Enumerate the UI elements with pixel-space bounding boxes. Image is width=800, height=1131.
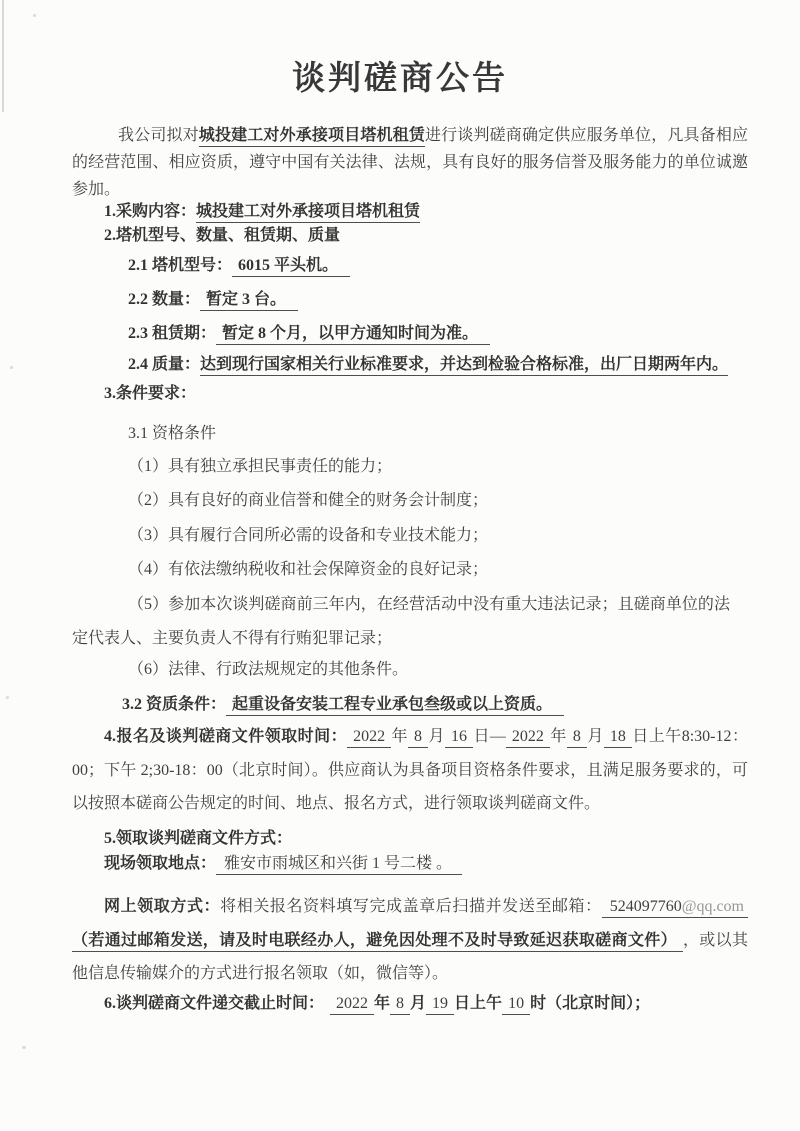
purchase-content-label: 1.采购内容： bbox=[104, 203, 197, 220]
date-blank-year: 2022 bbox=[347, 728, 391, 748]
condition-item: （5）参加本次谈判磋商前三年内，在经营活动中没有重大违法记录；且磋商单位的法定代表人、主要负责人不得有行贿犯罪记录； bbox=[72, 596, 730, 647]
qualification-grade-label: 3.2 资质条件： bbox=[122, 696, 227, 713]
date-unit: 时（北京时间）； bbox=[530, 995, 651, 1012]
registration-time-label: 4.报名及谈判磋商文件领取时间： bbox=[104, 728, 348, 745]
condition-item: （6）法律、行政法规规定的其他条件。 bbox=[128, 661, 409, 678]
date-unit: 日上午 bbox=[454, 995, 503, 1012]
email-address-domain: @qq.com bbox=[682, 898, 748, 918]
tower-model-line bbox=[72, 256, 748, 276]
email-address-user: 524097760 bbox=[602, 898, 682, 918]
condition-item: （3）具有履行合同所必需的设备和专业技术能力； bbox=[128, 527, 489, 544]
date-blank-day: 19 bbox=[426, 995, 454, 1015]
registration-time-detail: 8:30-12：00；下午 2;30-18：00（北京时间）。供应商认为具备项目资格条件要求，且满足服务要求的，可以按照本磋商公告规定的时间、地点、报名方式，进行领取谈判磋商文件。 bbox=[72, 728, 748, 812]
date-unit: 日上午 bbox=[631, 728, 682, 745]
quantity-line bbox=[72, 290, 748, 310]
quality-value: 达到现行国家相关行业标准要求，并达到检验合格标准，出厂日期两年内。 bbox=[200, 356, 728, 376]
conditions-heading: 3.条件要求： bbox=[104, 385, 197, 402]
intro-post: 进行谈判磋商确定供应服务单位，凡具备相应的经营范围、相应资质，遵守中国有关法律、法规，具有良好的服务信誉及服务能力的单位诚邀参加。 bbox=[72, 127, 748, 198]
qualification-grade-value: 起重设备安装工程专业承包叁级或以上资质。 bbox=[226, 696, 564, 716]
deadline-label: 6.谈判磋商文件递交截止时间： bbox=[104, 995, 325, 1012]
quality-line bbox=[72, 355, 748, 375]
online-method-label: 网上领取方式： bbox=[104, 898, 221, 915]
online-method-pre: 将相关报名资料填写完成盖章后扫描并发送至邮箱： bbox=[220, 898, 602, 915]
date-unit: 年 bbox=[549, 728, 567, 745]
date-blank-year: 2022 bbox=[506, 728, 550, 748]
scan-speck bbox=[22, 1046, 26, 1049]
project-name-underlined: 城投建工对外承接项目塔机租赁 bbox=[199, 127, 425, 147]
lease-period-line bbox=[72, 324, 748, 344]
date-blank-month: 8 bbox=[567, 728, 587, 748]
deadline-line bbox=[72, 994, 748, 1014]
date-unit: 月 bbox=[428, 728, 445, 745]
quality-label: 2.4 质量： bbox=[128, 356, 201, 373]
crane-spec-heading: 2.塔机型号、数量、租赁期、质量 bbox=[104, 227, 341, 244]
date-blank-month: 8 bbox=[408, 728, 428, 748]
date-unit: 年 bbox=[391, 728, 409, 745]
purchase-content-value: 城投建工对外承接项目塔机租赁 bbox=[196, 203, 420, 223]
qualification-grade-line bbox=[72, 695, 748, 715]
scan-speck bbox=[33, 14, 36, 17]
purchase-content-line bbox=[72, 202, 748, 222]
condition-item: （4）有依法缴纳税收和社会保障资金的良好记录； bbox=[128, 561, 489, 578]
qualification-heading: 3.1 资格条件 bbox=[128, 425, 217, 442]
date-blank-hour: 10 bbox=[502, 995, 530, 1015]
onsite-location-label: 现场领取地点： bbox=[104, 855, 217, 872]
intro-paragraph bbox=[72, 122, 748, 203]
date-unit: 月 bbox=[410, 995, 427, 1012]
email-note: （若通过邮箱发送，请及时电联经办人，避免因处理不及时导致延迟获取磋商文件） bbox=[72, 932, 683, 952]
page-title: 谈判磋商公告 bbox=[292, 61, 508, 97]
scan-speck bbox=[6, 696, 9, 699]
registration-time-paragraph bbox=[72, 720, 748, 821]
date-unit: 月 bbox=[586, 728, 604, 745]
date-blank-day: 16 bbox=[445, 728, 473, 748]
lease-period-value: 暂定 8 个月，以甲方通知时间为准。 bbox=[216, 325, 490, 345]
lease-period-label: 2.3 租赁期： bbox=[128, 325, 217, 342]
condition-item: （2）具有良好的商业信誉和健全的财务会计制度； bbox=[128, 492, 489, 509]
intro-pre: 我公司拟对 bbox=[118, 127, 199, 144]
tower-model-value: 6015 平头机。 bbox=[232, 257, 350, 277]
date-blank-month: 8 bbox=[390, 995, 410, 1015]
collection-method-heading: 5.领取谈判磋商文件方式： bbox=[104, 830, 293, 847]
onsite-location-line bbox=[72, 854, 748, 874]
date-blank-year: 2022 bbox=[330, 995, 374, 1015]
email-note-tail: ，或以其他信息传输媒介的方式进行报名领取（如，微信等）。 bbox=[72, 931, 748, 982]
scan-speck bbox=[10, 366, 13, 369]
onsite-location-value: 雅安市雨城区和兴街 1 号二楼 。 bbox=[216, 855, 462, 875]
quantity-label: 2.2 数量： bbox=[128, 291, 201, 308]
date-unit: 年 bbox=[374, 995, 391, 1012]
tower-model-label: 2.1 塔机型号： bbox=[128, 257, 233, 274]
date-unit: 日— bbox=[472, 728, 506, 745]
date-blank-day: 18 bbox=[604, 728, 632, 748]
online-method-paragraph bbox=[72, 890, 748, 991]
condition-item: （1）具有独立承担民事责任的能力； bbox=[128, 458, 393, 475]
quantity-value: 暂定 3 台。 bbox=[200, 291, 298, 311]
